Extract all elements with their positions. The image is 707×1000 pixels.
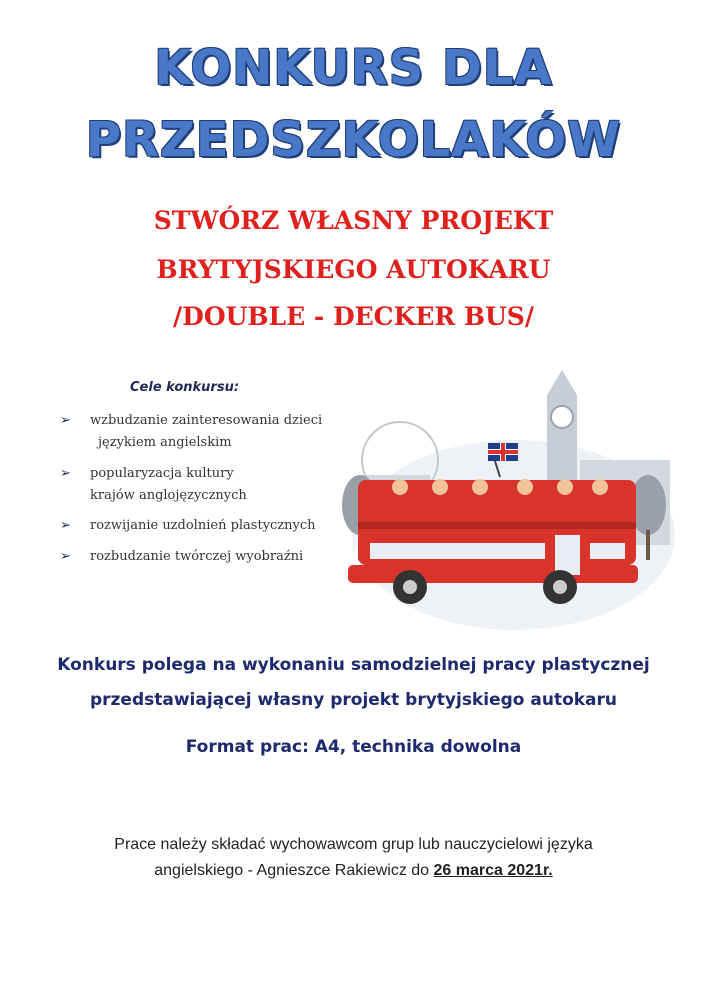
title-line-1: KONKURS DLA	[154, 40, 553, 96]
goal-text: rozwijanie uzdolnień plastycznych	[90, 518, 316, 533]
description-line-1: Konkurs polega na wykonaniu samodzielnej pracy plastycznej	[57, 655, 650, 675]
goal-item	[60, 410, 322, 454]
goal-item	[60, 546, 303, 568]
goals-heading: Cele konkursu:	[130, 380, 240, 395]
goal-item	[60, 515, 316, 537]
footer-line-2-prefix: angielskiego - Agnieszce Rakiewicz do	[154, 862, 434, 879]
title-line-2: PRZEDSZKOLAKÓW	[85, 112, 622, 168]
goal-item	[60, 463, 247, 507]
goal-text-continued: krajów anglojęzycznych	[90, 488, 247, 503]
description-line-2: przedstawiającej własny projekt brytyjskiego autokaru	[89, 690, 618, 710]
arrow-bullet-icon: ➢	[60, 413, 71, 428]
arrow-bullet-icon: ➢	[60, 518, 71, 533]
goal-text: popularyzacja kultury	[90, 466, 234, 481]
goal-text: rozbudzanie twórczej wyobraźni	[90, 549, 304, 564]
footer-line-2	[0, 858, 707, 884]
london-bus-illustration	[340, 365, 680, 630]
subtitle-line-3: /DOUBLE - DECKER BUS/	[173, 302, 534, 331]
footer-line-1: Prace należy składać wychowawcom grup lub nauczycielowi języka	[114, 836, 593, 853]
subtitle-line-2: BRYTYJSKIEGO AUTOKARU	[156, 255, 551, 284]
goal-text: wzbudzanie zainteresowania dzieci	[90, 413, 323, 428]
format-info: Format prac: A4, technika dowolna	[185, 737, 522, 757]
deadline-date: 26 marca 2021r.	[433, 862, 553, 879]
arrow-bullet-icon: ➢	[60, 549, 71, 564]
subtitle-line-1: STWÓRZ WŁASNY PROJEKT	[153, 206, 554, 235]
arrow-bullet-icon: ➢	[60, 466, 71, 481]
goal-text-continued: językiem angielskim	[98, 435, 232, 450]
